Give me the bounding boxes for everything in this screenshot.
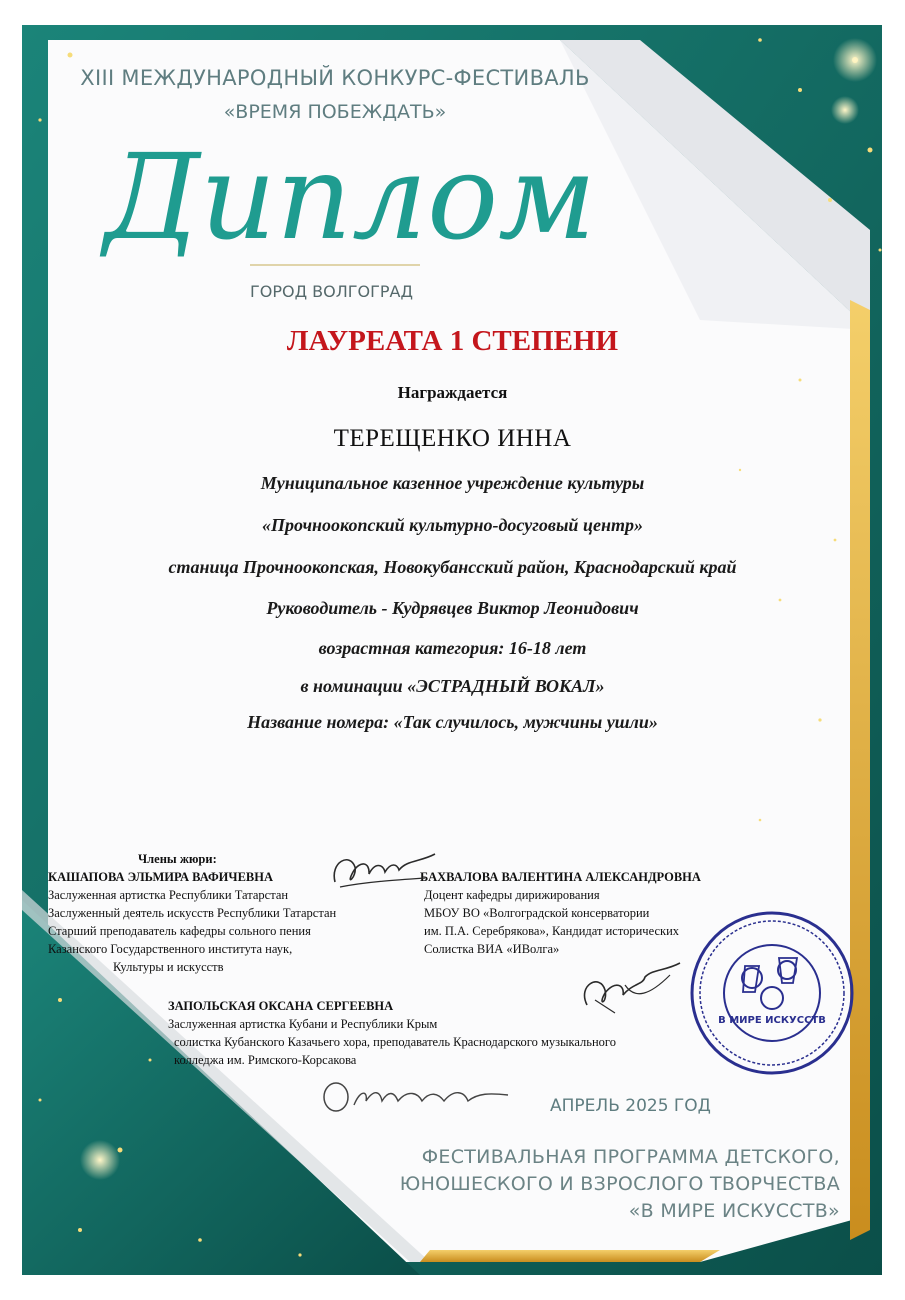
city-label: ГОРОД ВОЛГОГРАД (250, 282, 413, 301)
jury-member-3-line: колледжа им. Римского-Корсакова (174, 1053, 357, 1067)
jury-member-3-line: Заслуженная артистка Кубани и Республики Крым (168, 1017, 438, 1031)
jury-member-2 (420, 868, 701, 958)
detail-center: «Прочноокопский культурно-досуговый центр» (262, 515, 643, 535)
detail-leader: Руководитель - Кудрявцев Виктор Леонидович (266, 598, 639, 618)
detail-institution: Муниципальное казенное учреждение культуры (260, 473, 645, 493)
jury-member-1-name: КАШАПОВА ЭЛЬМИРА ВАФИЧЕВНА (48, 870, 274, 884)
svg-text:В МИРЕ ИСКУССТВ: В МИРЕ ИСКУССТВ (718, 1015, 826, 1026)
jury-member-3-name: ЗАПОЛЬСКАЯ ОКСАНА СЕРГЕЕВНА (168, 999, 394, 1013)
detail-performance-title: Название номера: «Так случилось, мужчины ушли» (247, 712, 658, 732)
program-line-1: ФЕСТИВАЛЬНАЯ ПРОГРАММА ДЕТСКОГО, (421, 1146, 840, 1168)
diploma-date: АПРЕЛЬ 2025 ГОД (550, 1096, 711, 1116)
jury-member-2-line: им. П.А. Серебрякова», Кандидат исторических (424, 924, 680, 938)
festival-title-line1: XIII МЕЖДУНАРОДНЫЙ КОНКУРС-ФЕСТИВАЛЬ (80, 66, 590, 90)
svg-text:Диплом: Диплом (104, 128, 596, 266)
jury-member-2-name: БАХВАЛОВА ВАЛЕНТИНА АЛЕКСАНДРОВНА (420, 870, 701, 884)
jury-member-2-line: Солистка ВИА «ИВолга» (424, 942, 560, 956)
jury-member-2-line: Доцент кафедры дирижирования (424, 888, 600, 902)
jury-member-1-line: Заслуженный деятель искусств Республики Татарстан (48, 906, 337, 920)
jury-member-3 (168, 997, 616, 1069)
signature-3 (318, 1075, 518, 1120)
signature-1 (325, 842, 445, 897)
recipient-name: ТЕРЕЩЕНКО ИННА (333, 425, 572, 452)
program-line-2: ЮНОШЕСКОГО И ВЗРОСЛОГО ТВОРЧЕСТВА (399, 1173, 840, 1195)
laureate-degree: ЛАУРЕАТА 1 СТЕПЕНИ (286, 325, 619, 357)
jury-member-2-line: МБОУ ВО «Волгоградской консерватории (424, 906, 650, 920)
detail-location: станица Прочноокопская, Новокубансский район, Краснодарский край (168, 557, 737, 577)
jury-member-1-line: Заслуженная артистка Республики Татарстан (48, 888, 289, 902)
festival-title-line2: «ВРЕМЯ ПОБЕЖДАТЬ» (223, 101, 447, 123)
awarded-label: Награждается (397, 383, 508, 402)
detail-nomination: в номинации «ЭСТРАДНЫЙ ВОКАЛ» (300, 676, 605, 696)
jury-member-3-line: солистка Кубанского Казачьего хора, преподаватель Краснодарского музыкального (174, 1035, 616, 1049)
detail-age-category: возрастная категория: 16-18 лет (318, 638, 587, 658)
signature-2 (575, 955, 690, 1020)
organization-seal (687, 908, 857, 1078)
jury-member-1 (48, 868, 336, 976)
jury-member-1-line: Казанского Государственного института наук, (48, 942, 293, 956)
program-line-3: «В МИРЕ ИСКУССТВ» (628, 1200, 840, 1222)
diploma-title (40, 120, 660, 270)
jury-label: Члены жюри: (138, 852, 217, 866)
jury-member-1-line: Старший преподаватель кафедры сольного пения (48, 924, 311, 938)
jury-member-1-line: Культуры и искусств (113, 960, 224, 974)
